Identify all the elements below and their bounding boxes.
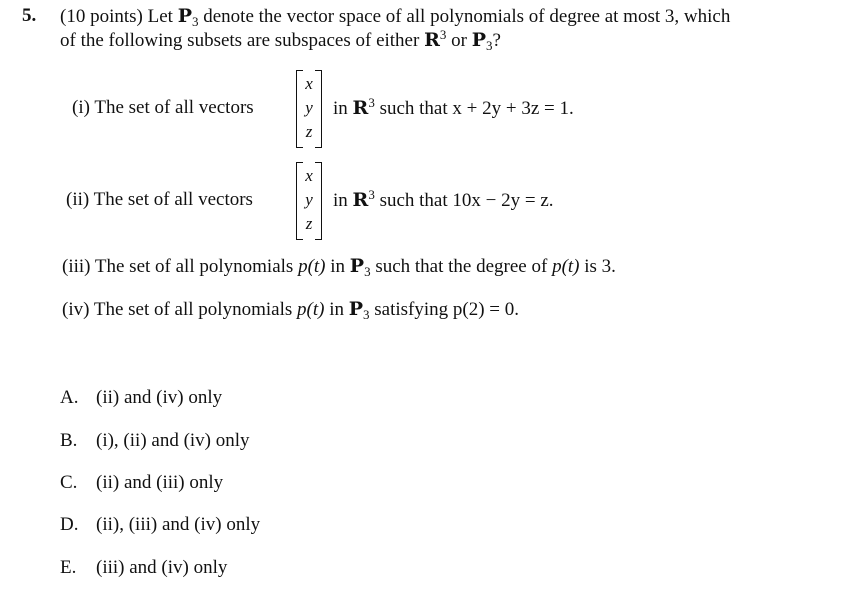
item-iii-pt: p(t) — [298, 256, 326, 277]
item-ii-equation: such that 10x − 2y = z. — [374, 190, 554, 211]
option-text: (ii) and (iv) only — [96, 387, 223, 408]
option-text: (iii) and (iv) only — [96, 557, 228, 578]
item-iii — [62, 255, 616, 278]
r-symbol-ii: R — [352, 189, 369, 211]
p-symbol-iii: P — [349, 255, 365, 277]
item-iii-text-1: (iii) The set of all polynomials — [62, 256, 299, 277]
item-i-condition — [333, 97, 574, 120]
item-ii-in: in — [333, 190, 353, 211]
item-ii-condition — [333, 189, 554, 212]
option-letter: C. — [60, 472, 78, 493]
item-iv-condition: p(2) = 0. — [452, 299, 520, 320]
option-d[interactable] — [60, 514, 260, 536]
p-symbol: P — [177, 5, 192, 27]
item-iii-text-2: in — [325, 256, 350, 277]
option-letter: A. — [60, 387, 79, 408]
option-letter: E. — [60, 557, 77, 578]
p-subscript: 3 — [191, 14, 199, 29]
p-symbol-2: P — [471, 29, 486, 51]
item-ii-label: (ii) The set of all vectors — [66, 189, 253, 210]
option-c[interactable] — [60, 472, 223, 494]
item-iii-text-4: is 3. — [579, 256, 616, 277]
r-superscript: 3 — [439, 27, 447, 42]
option-a[interactable] — [60, 387, 222, 409]
question-line-1 — [60, 5, 730, 28]
or-text: or — [446, 30, 472, 51]
vector-entry-x: x — [305, 166, 313, 185]
vector-entry-z: z — [305, 122, 313, 141]
item-iii-text-3: such that the degree of — [370, 256, 553, 277]
item-i-vector — [296, 70, 322, 148]
item-iv-pt: p(t) — [297, 299, 325, 320]
p-subscript-iii: 3 — [364, 264, 371, 279]
option-letter: D. — [60, 514, 79, 535]
p-symbol-iv: P — [348, 298, 364, 320]
item-i-equation: such that x + 2y + 3z = 1. — [374, 98, 574, 119]
vector-entry-z: z — [305, 214, 313, 233]
option-text: (i), (ii) and (iv) only — [96, 430, 250, 451]
option-text: (ii), (iii) and (iv) only — [96, 514, 261, 535]
item-ii-vector — [296, 162, 322, 240]
item-i-label: (i) The set of all vectors — [72, 97, 254, 118]
vector-entry-x: x — [305, 74, 313, 93]
question-line-1-prefix: (10 points) Let — [60, 6, 178, 27]
question-line-2-prefix: of the following subsets are subspaces of either — [60, 30, 425, 51]
option-text: (ii) and (iii) only — [96, 472, 224, 493]
item-iv-text-3: satisfying — [369, 299, 453, 320]
p-subscript-2: 3 — [486, 38, 493, 53]
question-line-2 — [60, 29, 501, 52]
vector-entry-y: y — [305, 190, 313, 209]
item-iv-text-2: in — [324, 299, 349, 320]
question-mark: ? — [492, 30, 501, 51]
option-e[interactable] — [60, 557, 227, 579]
option-letter: B. — [60, 430, 78, 451]
item-iv-text-1: (iv) The set of all polynomials — [62, 299, 297, 320]
item-iii-pt-2: p(t) — [552, 256, 580, 277]
item-iv — [62, 298, 519, 321]
r-superscript-i: 3 — [368, 95, 375, 110]
item-i-in: in — [333, 98, 353, 119]
p-subscript-iv: 3 — [363, 307, 370, 322]
vector-entry-y: y — [305, 98, 313, 117]
r-superscript-ii: 3 — [368, 187, 375, 202]
r-symbol-i: R — [352, 97, 369, 119]
question-number: 5. — [22, 5, 37, 26]
option-b[interactable] — [60, 430, 250, 452]
question-line-1-suffix: denote the vector space of all polynomials of degree at most 3, which — [198, 6, 731, 27]
r-symbol: R — [424, 29, 440, 51]
